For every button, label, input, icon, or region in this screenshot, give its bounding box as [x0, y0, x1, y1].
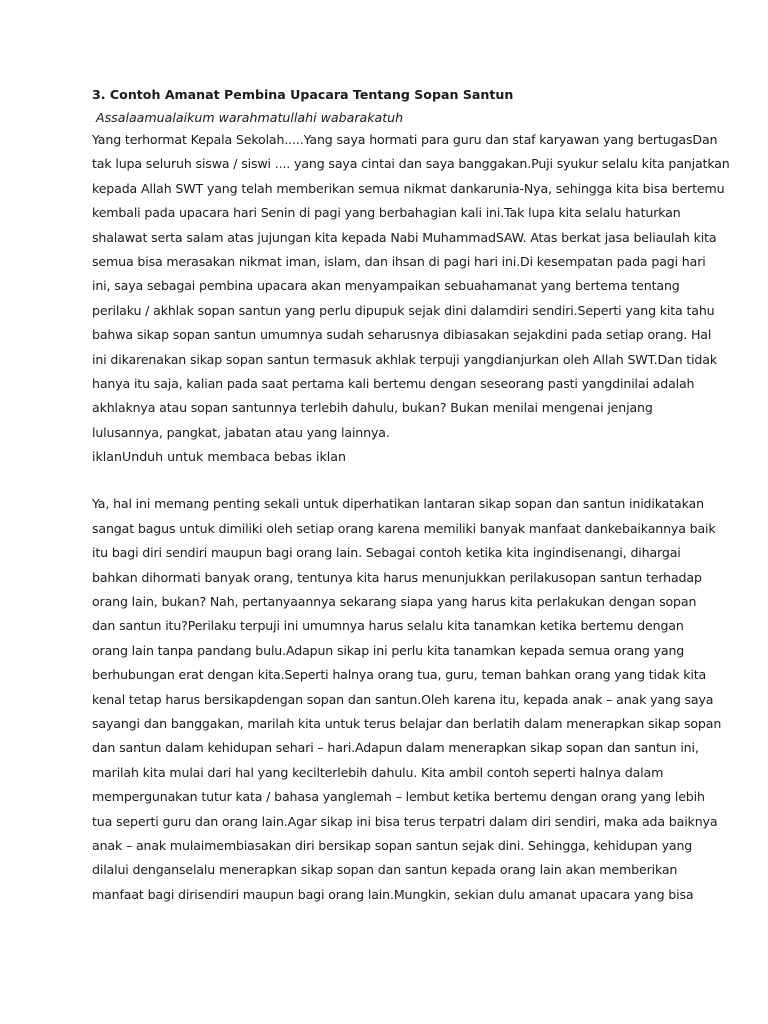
paragraph-line: semua bisa merasakan nikmat iman, islam, dan ihsan di pagi hari ini.Di kesempatan pada pagi hari — [92, 254, 706, 270]
paragraph-line: orang lain tanpa pandang bulu.Adapun sikap ini perlu kita tanamkan kepada semua orang yang — [92, 642, 685, 658]
paragraph-2 — [92, 492, 722, 907]
section-heading: 3. Contoh Amanat Pembina Upacara Tentang Sopan Santun — [92, 87, 514, 102]
paragraph-line: kembali pada upacara hari Senin di pagi yang berbahagian kali ini.Tak lupa kita selalu haturkan — [92, 205, 681, 221]
paragraph-line: manfaat bagi dirisendiri maupun bagi orang lain.Mungkin, sekian dulu amanat upacara yang bisa — [92, 886, 694, 902]
greeting-line: Assalaamualaikum warahmatullahi wabarakatuh — [96, 110, 404, 125]
paragraph-line: anak – anak mulaimembiasakan diri bersikap sopan santun sejak dini. Sehingga, kehidupan yang — [92, 837, 693, 853]
paragraph-line: hanya itu saja, kalian pada saat pertama kali bertemu dengan seseorang pasti yangdinilai adalah — [92, 376, 695, 392]
paragraph-line: tua seperti guru dan orang lain.Agar sikap ini bisa terus terpatri dalam diri sendiri, maka ada baiknya — [92, 813, 718, 829]
paragraph-line: marilah kita mulai dari hal yang kecilterlebih dahulu. Kita ambil contoh seperti halnya dalam — [92, 764, 664, 780]
paragraph-line: dan santun itu?Perilaku terpuji ini umumnya harus selalu kita tanamkan ketika bertemu dengan — [92, 618, 684, 634]
ad-removal-link[interactable]: iklanUnduh untuk membaca bebas iklan — [92, 449, 346, 465]
paragraph-line: sayangi dan banggakan, marilah kita untuk terus belajar dan berlatih dalam menerapkan sikap sopan — [92, 715, 722, 731]
paragraph-line: orang lain, bukan? Nah, pertanyaannya sekarang siapa yang harus kita perlakukan dengan sopan — [92, 593, 697, 609]
paragraph-line: kepada Allah SWT yang telah memberikan semua nikmat dankarunia-Nya, sehingga kita bisa bertemu — [92, 180, 725, 196]
paragraph-line: lulusannya, pangkat, jabatan atau yang lainnya. — [92, 424, 390, 440]
paragraph-line: akhlaknya atau sopan santunnya terlebih dahulu, bukan? Bukan menilai mengenai jenjang — [92, 400, 653, 416]
paragraph-line: kenal tetap harus bersikapdengan sopan dan santun.Oleh karena itu, kepada anak – anak yang saya — [92, 691, 714, 707]
paragraph-line: Ya, hal ini memang penting sekali untuk diperhatikan lantaran sikap sopan dan santun inidikatakan — [92, 496, 704, 512]
paragraph-line: shalawat serta salam atas jujungan kita kepada Nabi MuhammadSAW. Atas berkat jasa beliaulah kita — [92, 229, 717, 245]
paragraph-line: Yang terhormat Kepala Sekolah.....Yang saya hormati para guru dan staf karyawan yang bertugasDan — [92, 132, 718, 147]
document-page — [92, 85, 730, 907]
paragraph-line: bahkan dihormati banyak orang, tentunya kita harus menunjukkan perilakusopan santun terhadap — [92, 569, 702, 585]
paragraph-1 — [92, 128, 730, 445]
paragraph-line: itu bagi diri sendiri maupun bagi orang lain. Sebagai contoh ketika kita ingindisenangi, dihargai — [92, 545, 681, 561]
paragraph-line: ini dikarenakan sikap sopan santun termasuk akhlak terpuji yangdianjurkan oleh Allah SWT.Dan tidak — [92, 351, 717, 367]
paragraph-line: dilalui denganselalu menerapkan sikap sopan dan santun kepada orang lain akan memberikan — [92, 862, 678, 878]
paragraph-line: dan santun dalam kehidupan sehari – hari.Adapun dalam menerapkan sikap sopan dan santun ini, — [92, 740, 699, 756]
paragraph-line: ini, saya sebagai pembina upacara akan menyampaikan sebuahamanat yang bertema tentang — [92, 278, 680, 294]
paragraph-line: bahwa sikap sopan santun umumnya sudah seharusnya dibiasakan sejakdini pada setiap orang. Hal — [92, 327, 712, 343]
paragraph-line: sangat bagus untuk dimiliki oleh setiap orang karena memiliki banyak manfaat dankebaikannya baik — [92, 520, 716, 536]
paragraph-line: tak lupa seluruh siswa / siswi .... yang saya cintai dan saya banggakan.Puji syukur selalu kita panjatkan — [92, 156, 730, 172]
paragraph-line: berhubungan erat dengan kita.Seperti halnya orang tua, guru, teman bahkan orang yang tidak kita — [92, 667, 707, 683]
paragraph-line: perilaku / akhlak sopan santun yang perlu dipupuk sejak dini dalamdiri sendiri.Seperti yang kita tahu — [92, 302, 715, 318]
paragraph-line: mempergunakan tutur kata / bahasa yanglemah – lembut ketika bertemu dengan orang yang lebih — [92, 789, 705, 805]
